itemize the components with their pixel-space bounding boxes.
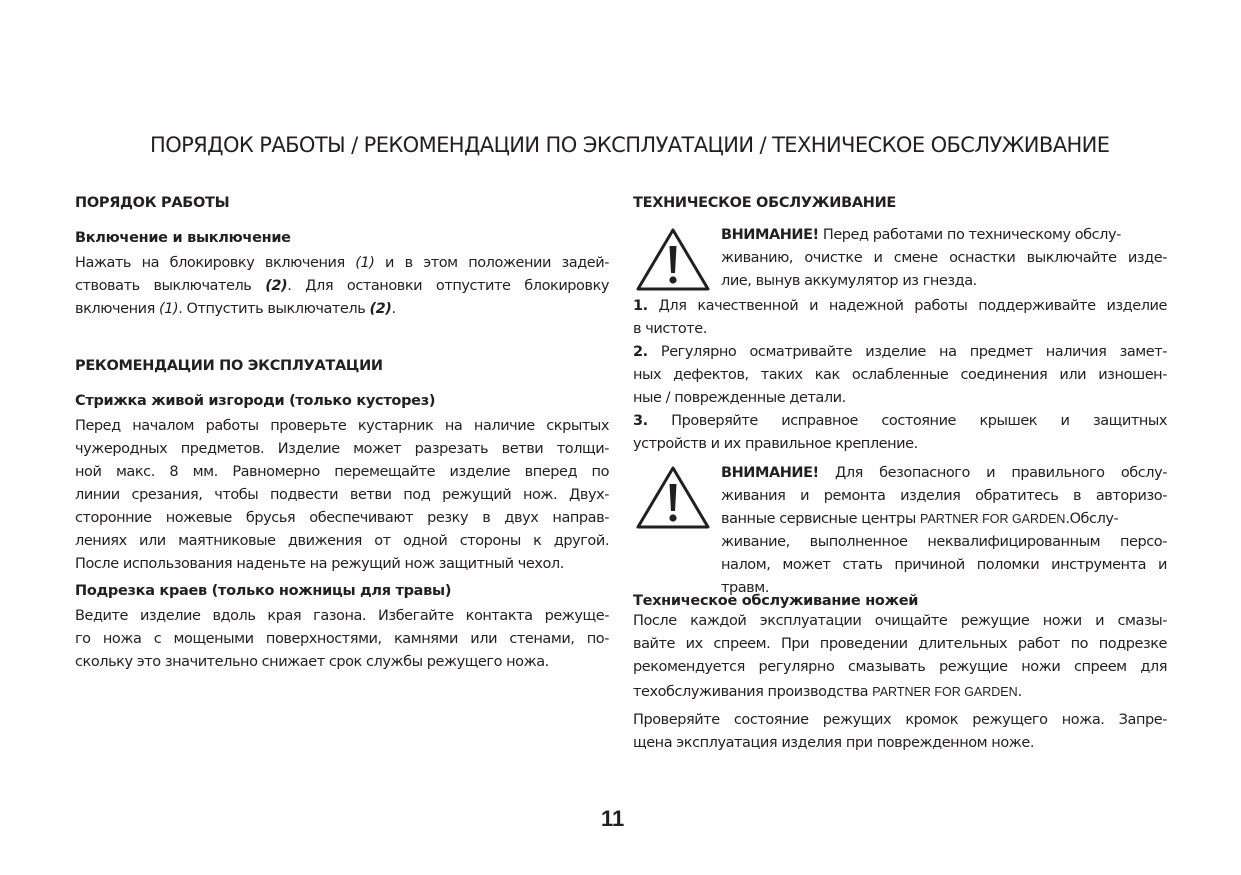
- text-line: живанию, очистке и смене оснастки выключайте изде-: [721, 250, 1167, 266]
- warning-text: [721, 462, 1167, 600]
- knives-paragraph: [633, 610, 1167, 705]
- text-line: После использования наденьте на режущий нож защитный чехол.: [75, 556, 564, 572]
- text-line: скольку это значительно снижает срок службы режущего ножа.: [75, 654, 549, 670]
- maintenance-item-3: [633, 410, 1167, 456]
- page-title: ПОРЯДОК РАБОТЫ / РЕКОМЕНДАЦИИ ПО ЭКСПЛУАТАЦИИ / ТЕХНИЧЕСКОЕ ОБСЛУЖИВАНИЕ: [150, 133, 1110, 157]
- switch-subheading: Включение и выключение: [75, 230, 291, 246]
- text-line: ные / поврежденные детали.: [633, 390, 846, 406]
- edge-paragraph: [75, 605, 609, 674]
- text-line: ВНИМАНИЕ! Для безопасного и правильного обслу-: [721, 465, 1167, 481]
- text-line: сторонние ножевые брусья обеспечивают резку в двух направ-: [75, 510, 609, 526]
- text-line: чужеродных предметов. Изделие может разрезать ветви толщи-: [75, 441, 609, 457]
- left-column: [75, 192, 609, 674]
- maintenance-item-1: [633, 295, 1167, 341]
- text-line: в чистоте.: [633, 321, 707, 337]
- text-line: ной макс. 8 мм. Равномерно перемещайте изделие вперед по: [75, 464, 609, 480]
- edge-subheading: Подрезка краев (только ножницы для травы): [75, 583, 452, 599]
- text-line: техобслуживания производства PARTNER FOR GARDEN.: [633, 684, 1022, 700]
- hedge-paragraph: [75, 415, 609, 576]
- hedge-subheading: Стрижка живой изгороди (только кусторез): [75, 393, 436, 409]
- text-line: щена эксплуатация изделия при поврежденном ноже.: [633, 735, 1034, 751]
- text-line: Проверяйте состояние режущих кромок режущего ножа. Запре-: [633, 712, 1167, 728]
- operation-heading: ПОРЯДОК РАБОТЫ: [75, 195, 230, 211]
- text-line: вайте их спреем. При проведении длительных работ по подрезке: [633, 636, 1167, 652]
- warning-label: ВНИМАНИЕ!: [721, 465, 819, 481]
- text-line: ВНИМАНИЕ! Перед работами по техническому обслу-: [721, 227, 1121, 243]
- text-line: ных дефектов, таких как ослабленные соединения или изношен-: [633, 367, 1167, 383]
- knives-paragraph-2: [633, 709, 1167, 755]
- text-line: Ведите изделие вдоль края газона. Избегайте контакта режуще-: [75, 608, 609, 624]
- text-line: ванные сервисные центры PARTNER FOR GARDEN.Обслу-: [721, 511, 1119, 527]
- text-line: лие, вынув аккумулятор из гнезда.: [721, 273, 977, 289]
- text-line: Нажать на блокировку включения (1) и в этом положении задей-: [75, 255, 609, 271]
- warning-text: [721, 224, 1167, 293]
- text-line: включения (1). Отпустить выключатель (2).: [75, 301, 396, 317]
- maintenance-heading: ТЕХНИЧЕСКОЕ ОБСЛУЖИВАНИЕ: [633, 195, 897, 211]
- page-number: 11: [601, 806, 625, 831]
- text-line: устройств и их правильное крепление.: [633, 436, 918, 452]
- text-line: линии срезания, чтобы подвести ветви под режущий нож. Двух-: [75, 487, 609, 503]
- brand-name: PARTNER FOR GARDEN: [920, 512, 1066, 526]
- recommendations-heading: РЕКОМЕНДАЦИИ ПО ЭКСПЛУАТАЦИИ: [75, 358, 383, 374]
- maintenance-item-2: [633, 341, 1167, 410]
- text-line: живание, выполненное неквалифицированным персо-: [721, 534, 1167, 550]
- text-line: Перед началом работы проверьте кустарник на наличие скрытых: [75, 418, 609, 434]
- text-line: 3. Проверяйте исправное состояние крышек и защитных: [633, 413, 1167, 429]
- warning-label: ВНИМАНИЕ!: [721, 227, 819, 243]
- text-line: 2. Регулярно осматривайте изделие на предмет наличия замет-: [633, 344, 1167, 360]
- warning-block: [633, 224, 1167, 293]
- switch-paragraph: [75, 252, 609, 321]
- text-line: рекомендуется регулярно смазывать режущие ножи спреем для: [633, 659, 1167, 675]
- text-line: го ножа с мощеными поверхностями, камнями или стенами, по-: [75, 631, 609, 647]
- text-line: налом, может стать причиной поломки инструмента и: [721, 557, 1167, 573]
- text-line: травм.: [721, 580, 769, 596]
- right-column: [633, 192, 1167, 755]
- brand-name: PARTNER FOR GARDEN: [872, 685, 1018, 699]
- text-line: После каждой эксплуатации очищайте режущие ножи и смазы-: [633, 613, 1167, 629]
- knives-subheading: Техническое обслуживание ножей: [633, 593, 919, 609]
- text-line: 1. Для качественной и надежной работы поддерживайте изделие: [633, 298, 1167, 314]
- text-line: живания и ремонта изделия обратитесь в авторизо-: [721, 488, 1167, 504]
- warning-block: [633, 462, 1167, 600]
- text-line: лениях или маятниковые движения от одной стороны к другой.: [75, 533, 609, 549]
- warning-triangle-icon: [635, 226, 711, 292]
- text-line: ствовать выключатель (2). Для остановки отпустите блокировку: [75, 278, 610, 294]
- warning-triangle-icon: [635, 464, 711, 530]
